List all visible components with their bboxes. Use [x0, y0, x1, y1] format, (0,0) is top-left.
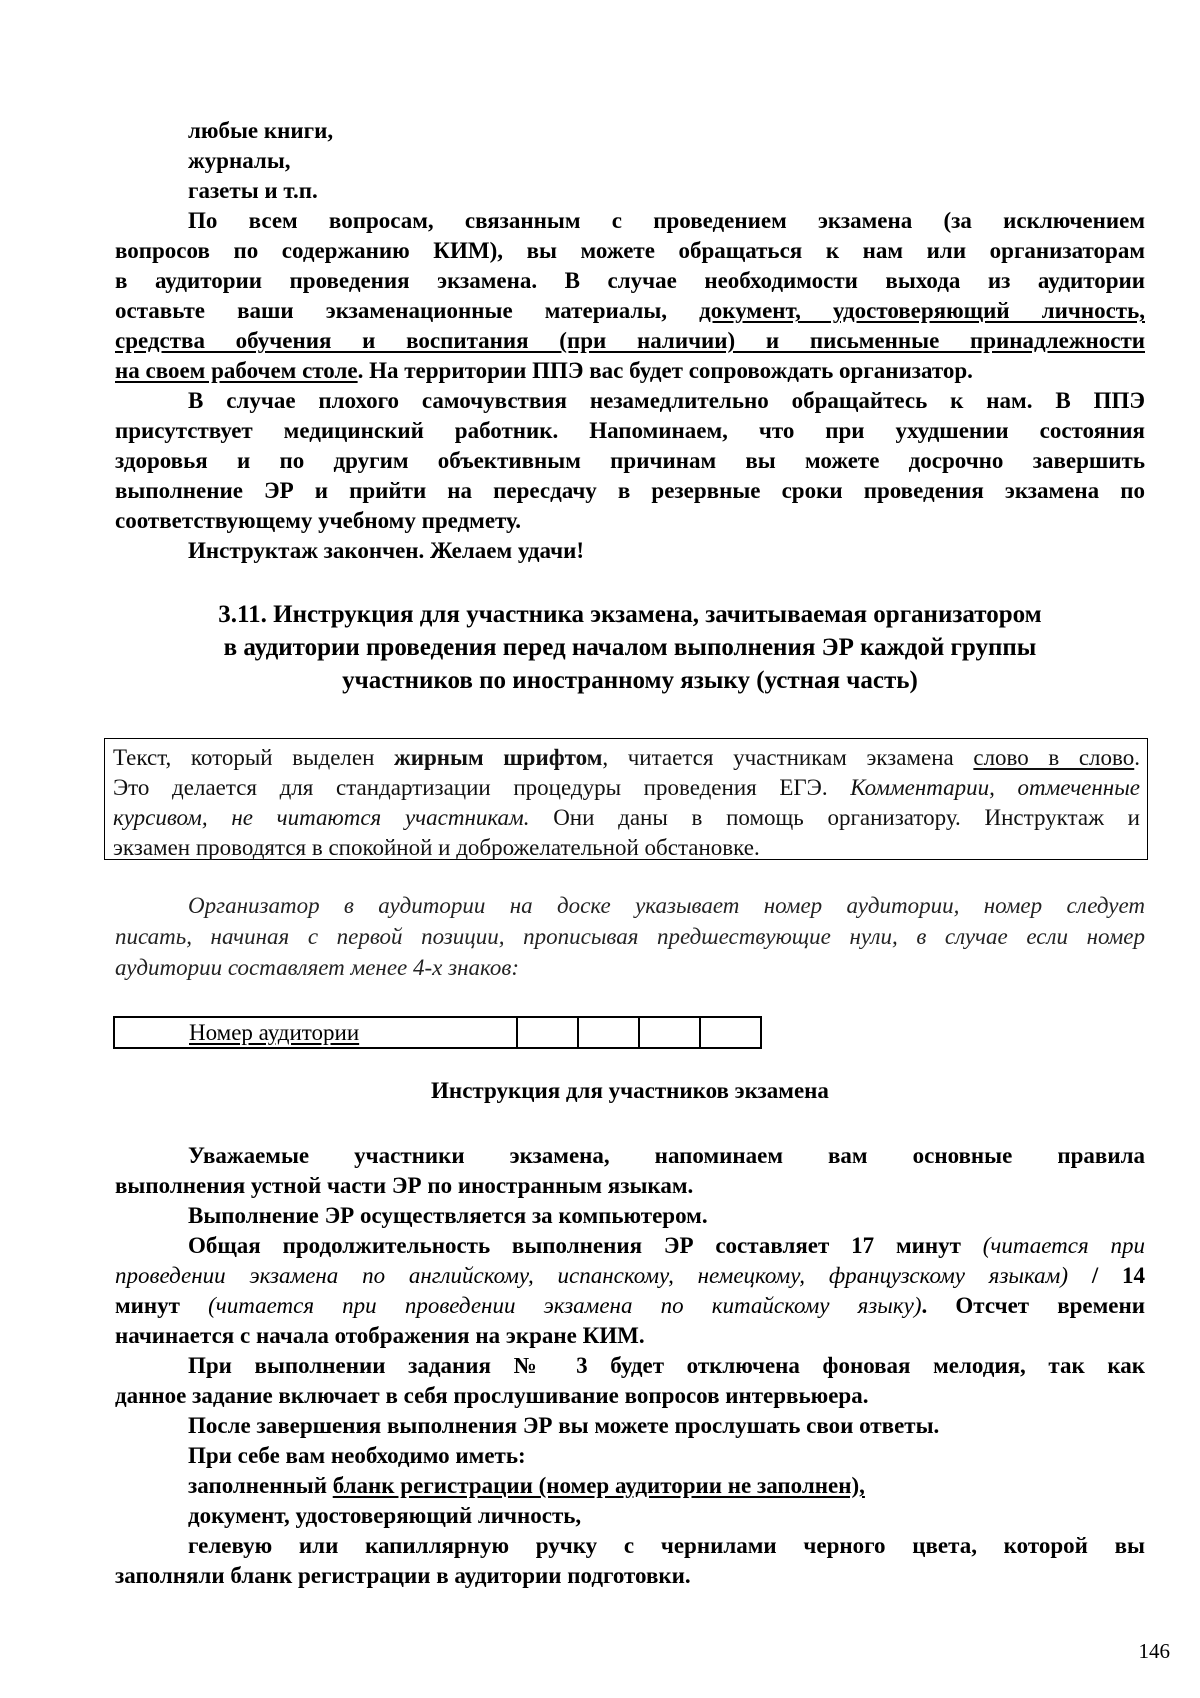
- paragraph-line: соответствующему учебному предмету.: [115, 508, 521, 533]
- section-heading: [115, 598, 1145, 697]
- comment-line: Организатор в аудитории на доске указывает номер аудитории, номер следует: [188, 893, 1145, 918]
- digit-cell: [700, 1017, 761, 1048]
- paragraph-line: выполнение ЭР и прийти на пересдачу в резервные сроки проведения экзамена по: [115, 478, 1145, 503]
- note-line: [113, 803, 1140, 833]
- list-item: любые книги,: [188, 118, 334, 143]
- heading-line: участников по иностранному языку (устная часть): [342, 667, 918, 694]
- paragraph-line: При выполнении задания № 3 будет отключена фоновая мелодия, так как: [188, 1353, 1145, 1378]
- text-span: . На территории ППЭ вас будет сопровождать организатор.: [357, 358, 973, 383]
- heading-line: 3.11. Инструкция для участника экзамена, зачитываемая организатором: [218, 601, 1042, 628]
- instruction-block: [115, 1141, 1145, 1591]
- paragraph-line: По всем вопросам, связанным с проведением экзамена (за исключением: [188, 208, 1145, 233]
- paragraph-line: данное задание включает в себя прослушивание вопросов интервьюера.: [115, 1383, 869, 1408]
- paragraph-line: в аудитории проведения экзамена. В случае необходимости выхода из аудитории: [115, 268, 1145, 293]
- paragraph-line: начинается с начала отображения на экране КИМ.: [115, 1323, 645, 1348]
- note-line: [113, 743, 1140, 773]
- list-item: журналы,: [188, 148, 291, 173]
- paragraph-line: При себе вам необходимо иметь:: [188, 1443, 526, 1468]
- text-span: Они даны в помощь организатору. Инструктаж и: [529, 805, 1140, 830]
- digit-cell: [517, 1017, 578, 1048]
- italic-text: (читается при проведении экзамена по китайскому языку): [208, 1293, 922, 1318]
- paragraph-line: [115, 1231, 1145, 1261]
- paragraph-line: [115, 296, 1145, 326]
- page-number: 146: [1138, 1639, 1170, 1663]
- paragraph-line: здоровья и по другим объективным причинам вы можете досрочно завершить: [115, 448, 1145, 473]
- italic-text: Комментарии, отмеченные: [850, 775, 1140, 800]
- note-line: экзамен проводятся в спокойной и доброжелательной обстановке.: [113, 835, 760, 860]
- info-note-box: [104, 738, 1148, 860]
- bold-text: жирным шрифтом: [394, 745, 603, 770]
- text-span: Общая продолжительность выполнения ЭР составляет 17 минут: [188, 1233, 983, 1258]
- paragraph-line: Выполнение ЭР осуществляется за компьютером.: [188, 1203, 708, 1228]
- bold-text: . Отсчет времени: [921, 1293, 1146, 1318]
- paragraph-line: гелевую или капиллярную ручку с чернилами черного цвета, которой вы: [188, 1533, 1145, 1558]
- italic-text: курсивом, не читаются участникам.: [113, 805, 530, 830]
- text-span: заполненный: [188, 1473, 333, 1498]
- list-item: газеты и т.п.: [188, 178, 318, 203]
- paragraph-line: [115, 1471, 1145, 1501]
- paragraph-line: [115, 356, 1145, 386]
- heading-line: в аудитории проведения перед началом выполнения ЭР каждой группы: [223, 634, 1037, 661]
- underlined-text: бланк регистрации (номер аудитории не заполнен),: [332, 1473, 865, 1498]
- intro-block: [115, 116, 1145, 566]
- bold-text: минут: [115, 1293, 209, 1318]
- text-span: оставьте ваши экзаменационные материалы,: [115, 298, 700, 323]
- auditorium-number-table: [113, 1016, 762, 1049]
- text-span: Это делается для стандартизации процедуры проведения ЕГЭ.: [113, 775, 851, 800]
- paragraph-line: присутствует медицинский работник. Напоминаем, что при ухудшении состояния: [115, 418, 1145, 443]
- italic-text: (читается при: [982, 1233, 1146, 1258]
- organizer-comment: [115, 890, 1145, 983]
- note-line: [113, 773, 1140, 803]
- bold-text: / 14: [1091, 1263, 1145, 1288]
- paragraph-line: В случае плохого самочувствия незамедлительно обращайтесь к нам. В ППЭ: [188, 388, 1145, 413]
- underlined-text: слово в слово: [973, 745, 1135, 770]
- digit-cell: [639, 1017, 700, 1048]
- paragraph-line: Уважаемые участники экзамена, напоминаем вам основные правила: [188, 1143, 1145, 1168]
- digit-cell: [578, 1017, 639, 1048]
- paragraph-line: выполнения устной части ЭР по иностранным языкам.: [115, 1173, 694, 1198]
- paragraph-line: После завершения выполнения ЭР вы можете прослушать свои ответы.: [188, 1413, 940, 1438]
- paragraph-line: Инструктаж закончен. Желаем удачи!: [188, 538, 585, 563]
- underlined-text: документ, удостоверяющий личность,: [699, 298, 1145, 323]
- italic-text: проведении экзамена по английскому, испанскому, немецкому, французскому языкам): [115, 1263, 1092, 1288]
- paragraph-line: вопросов по содержанию КИМ), вы можете обращаться к нам или организаторам: [115, 238, 1145, 263]
- instruction-title: Инструкция для участников экзамена: [431, 1078, 829, 1103]
- paragraph-line: заполняли бланк регистрации в аудитории подготовки.: [115, 1563, 691, 1588]
- text-span: .: [1134, 745, 1140, 770]
- underlined-text: на своем рабочем столе: [115, 358, 358, 383]
- paragraph-line: [115, 1291, 1145, 1321]
- text-span: , читается участникам экзамена: [602, 745, 974, 770]
- paragraph-line: средства обучения и воспитания (при наличии) и письменные принадлежности: [115, 328, 1145, 353]
- comment-line: писать, начиная с первой позиции, прописывая предшествующие нули, в случае если номер: [115, 924, 1145, 949]
- auditorium-label: Номер аудитории: [114, 1017, 517, 1048]
- text-span: Текст, который выделен: [113, 745, 395, 770]
- paragraph-line: документ, удостоверяющий личность,: [188, 1503, 582, 1528]
- paragraph-line: [115, 1261, 1145, 1291]
- comment-line: аудитории составляет менее 4-х знаков:: [115, 955, 520, 980]
